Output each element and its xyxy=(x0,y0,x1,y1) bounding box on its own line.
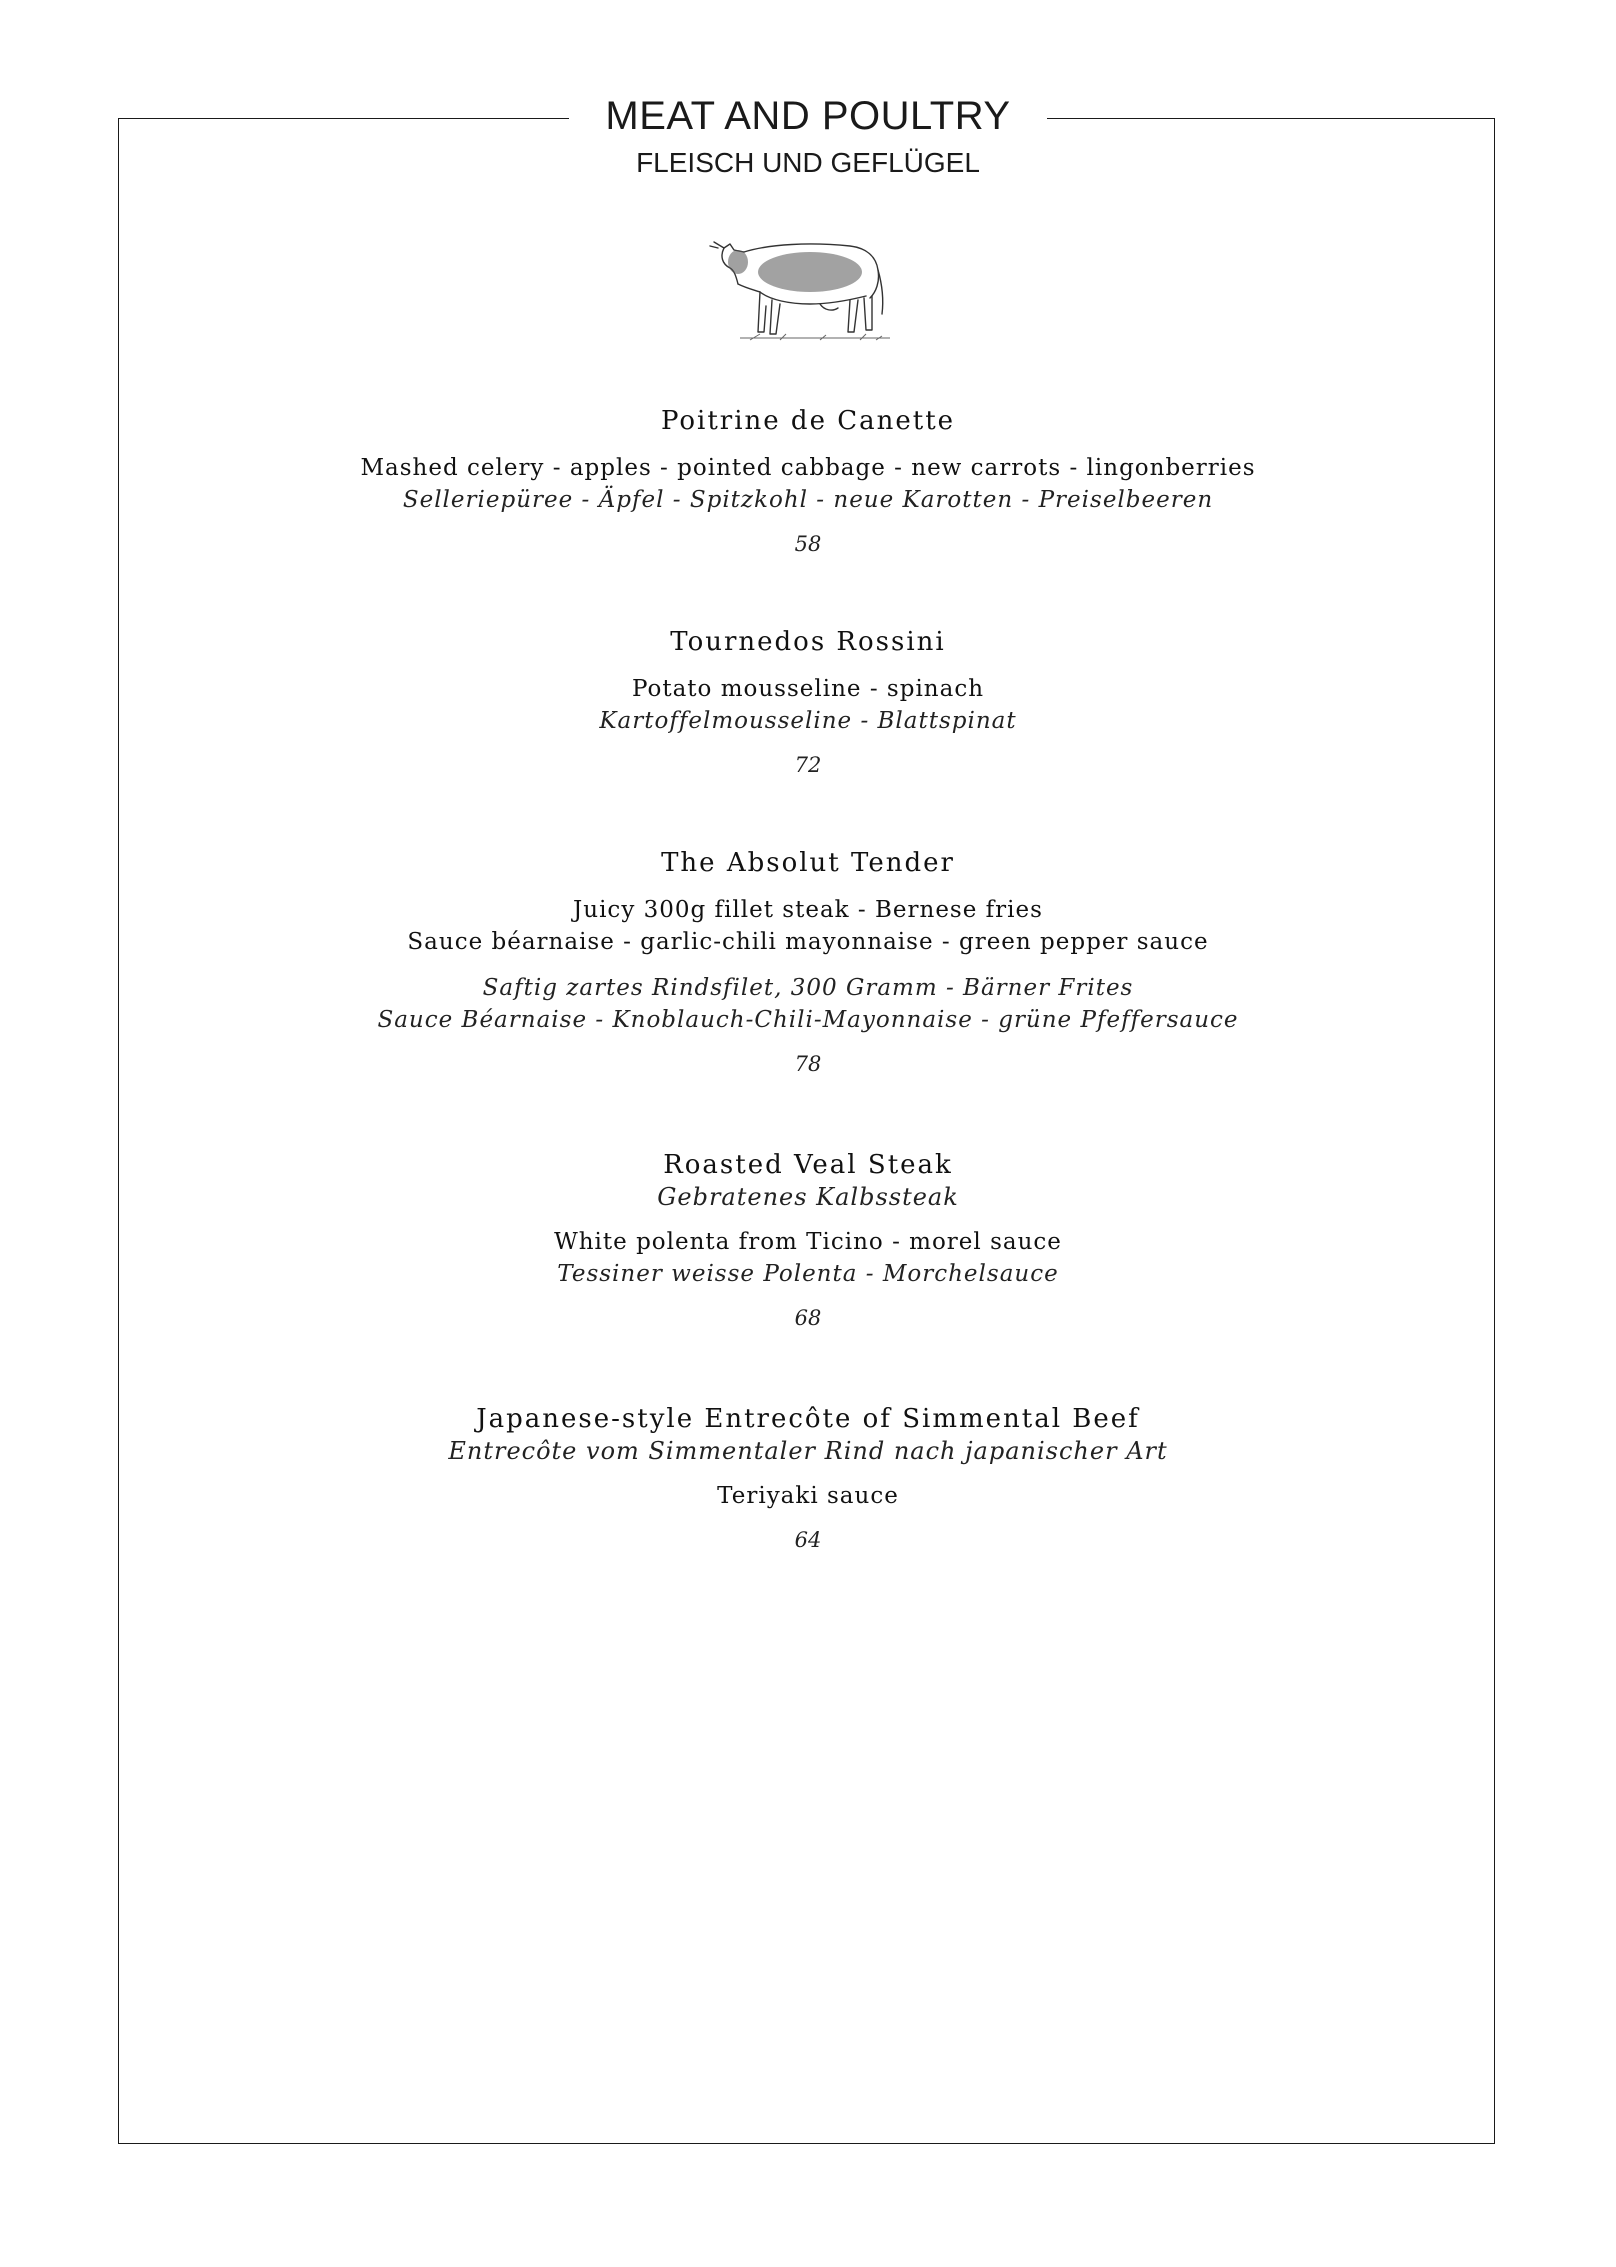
dish-name: Japanese-style Entrecôte of Simmental Beef xyxy=(476,1404,1140,1434)
dish-item xyxy=(0,404,1616,558)
dish-description-de: Kartoffelmousseline - Blattspinat xyxy=(599,708,1017,734)
dish-description-de: Selleriepüree - Äpfel - Spitzkohl - neue Karotten - Preiselbeeren xyxy=(402,487,1214,513)
dish-name: Roasted Veal Steak xyxy=(663,1150,953,1180)
section-subtitle: FLEISCH UND GEFLÜGEL xyxy=(636,147,980,178)
dish-item xyxy=(0,1402,1616,1554)
dish-price: 68 xyxy=(794,1306,822,1330)
dish-price: 78 xyxy=(794,1052,822,1076)
dish-description-de: Sauce Béarnaise - Knoblauch-Chili-Mayonnaise - grüne Pfeffersauce xyxy=(377,1007,1239,1033)
dish-price: 58 xyxy=(794,532,822,556)
dish-description-en: Juicy 300g fillet steak - Bernese fries xyxy=(573,897,1043,923)
dish-description-en: Teriyaki sauce xyxy=(717,1483,899,1509)
dish-price: 72 xyxy=(794,753,822,777)
dish-description-de: Tessiner weisse Polenta - Morchelsauce xyxy=(557,1261,1059,1287)
dish-price: 64 xyxy=(794,1528,822,1552)
dish-description-en: Potato mousseline - spinach xyxy=(631,676,985,702)
dish-description-en: Mashed celery - apples - pointed cabbage - new carrots - lingonberries xyxy=(360,455,1256,481)
dish-name: The Absolut Tender xyxy=(661,848,955,878)
dish-description-en: White polenta from Ticino - morel sauce xyxy=(554,1229,1062,1255)
dish-name: Poitrine de Canette xyxy=(660,406,956,436)
section-header xyxy=(0,92,1616,180)
cow-icon xyxy=(700,228,900,352)
dish-description-de: Saftig zartes Rindsfilet, 300 Gramm - Bärner Frites xyxy=(482,975,1134,1001)
dish-name-de: Entrecôte vom Simmentaler Rind nach japanischer Art xyxy=(448,1437,1168,1465)
dish-item xyxy=(0,846,1616,1078)
dish-item xyxy=(0,1148,1616,1332)
title-wrap xyxy=(569,92,1046,140)
dish-description-en: Sauce béarnaise - garlic-chili mayonnaise - green pepper sauce xyxy=(407,929,1209,955)
section-title: MEAT AND POULTRY xyxy=(605,94,1011,138)
dish-name-de: Gebratenes Kalbssteak xyxy=(657,1183,959,1211)
dish-item xyxy=(0,625,1616,779)
dish-name: Tournedos Rossini xyxy=(670,627,946,657)
